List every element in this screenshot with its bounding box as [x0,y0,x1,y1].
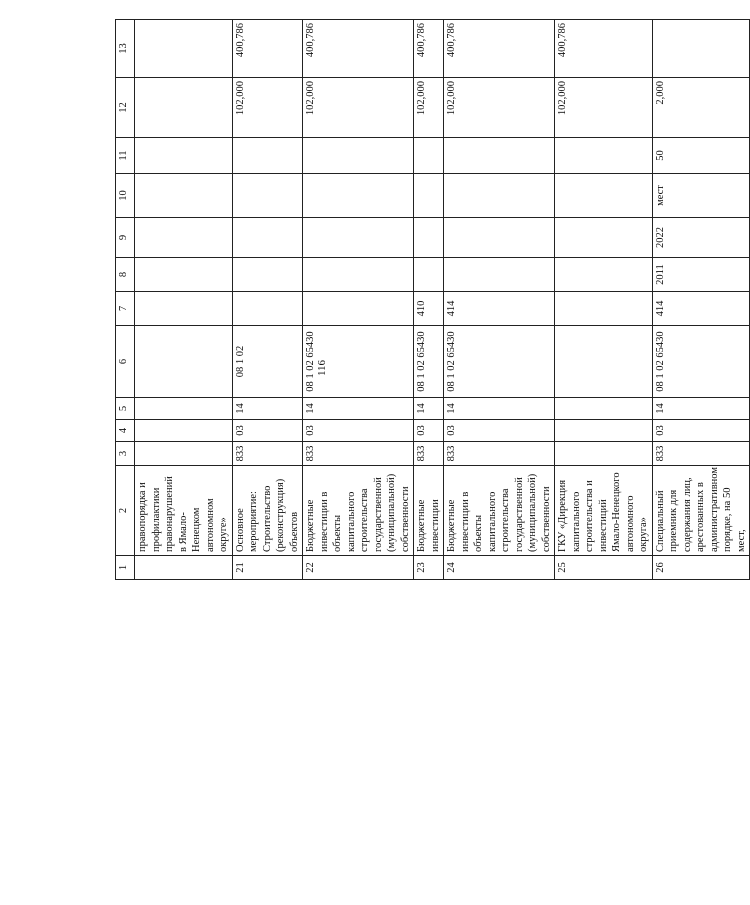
cell-col-13: 400,786 [303,20,414,78]
cell-col-13 [652,20,750,78]
cell-col-10 [303,174,414,218]
row-number: 23 [414,556,444,580]
cell-col-12: 2,000 [652,78,750,138]
cell-col-11 [135,138,233,174]
cell-col-9 [232,218,303,258]
cell-ministry-code [555,442,653,466]
header-cell: 5 [116,398,135,420]
cell-section [135,420,233,442]
header-cell: 7 [116,292,135,326]
header-cell: 13 [116,20,135,78]
cell-col-10 [555,174,653,218]
header-cell: 10 [116,174,135,218]
cell-subsection: 14 [444,398,555,420]
row-name: правопорядка и профилактики правонарушений в Ямало-Ненецком автономном округе» [135,466,233,556]
cell-section: 03 [303,420,414,442]
cell-subsection: 14 [414,398,444,420]
row-number: 24 [444,556,555,580]
cell-col-8: 2011 [652,258,750,292]
header-cell: 11 [116,138,135,174]
cell-col-13: 400,786 [444,20,555,78]
cell-col-11 [555,138,653,174]
cell-col-8 [135,258,233,292]
table-header-row [116,20,135,580]
row-number [135,556,233,580]
header-cell: 3 [116,442,135,466]
cell-expense-type: 414 [652,292,750,326]
row-number: 21 [232,556,303,580]
cell-target-article: 08 1 02 [232,326,303,398]
table-row [444,20,555,580]
cell-col-9: 2022 [652,218,750,258]
table-row [135,20,233,580]
cell-col-9 [135,218,233,258]
cell-ministry-code: 833 [444,442,555,466]
header-cell: 12 [116,78,135,138]
table-row [414,20,444,580]
cell-col-10 [232,174,303,218]
cell-col-9 [414,218,444,258]
header-cell: 8 [116,258,135,292]
budget-table [115,19,750,580]
cell-section: 03 [444,420,555,442]
cell-section: 03 [414,420,444,442]
table-row [652,20,750,580]
cell-col-11: 50 [652,138,750,174]
row-name: Бюджетные инвестиции в объекты капитального строительства государственной (муниципальной) собственности [444,466,555,556]
cell-col-8 [232,258,303,292]
cell-col-12: 102,000 [444,78,555,138]
cell-col-12: 102,000 [303,78,414,138]
cell-subsection [135,398,233,420]
row-name: Бюджетные инвестиции [414,466,444,556]
row-name: Основное мероприятие: Строительство (реконструкция) объектов [232,466,303,556]
cell-expense-type [303,292,414,326]
cell-col-13: 400,786 [232,20,303,78]
cell-subsection: 14 [652,398,750,420]
cell-ministry-code [135,442,233,466]
cell-col-13: 400,786 [414,20,444,78]
cell-expense-type: 414 [444,292,555,326]
cell-col-10: мест [652,174,750,218]
rotated-table-wrapper [115,20,747,580]
cell-col-13 [135,20,233,78]
cell-col-8 [444,258,555,292]
cell-expense-type [232,292,303,326]
cell-section [555,420,653,442]
cell-section: 03 [232,420,303,442]
header-cell: 1 [116,556,135,580]
cell-target-article [135,326,233,398]
cell-col-12: 102,000 [555,78,653,138]
row-name: ГКУ «Дирекция капитального строительства и инвестиций Ямало-Ненецкого автономного округа» [555,466,653,556]
cell-ministry-code: 833 [652,442,750,466]
cell-expense-type: 410 [414,292,444,326]
row-name: Специальный приемник для содержания лиц, арестованных в административном порядке, на 50 мест, [652,466,750,556]
cell-expense-type [135,292,233,326]
cell-section: 03 [652,420,750,442]
cell-col-8 [414,258,444,292]
cell-col-11 [232,138,303,174]
header-cell: 6 [116,326,135,398]
cell-ministry-code: 833 [232,442,303,466]
cell-col-12: 102,000 [232,78,303,138]
row-number: 26 [652,556,750,580]
row-name: Бюджетные инвестиции в объекты капитального строительства государственной (муниципальной) собственности [303,466,414,556]
cell-subsection [555,398,653,420]
cell-ministry-code: 833 [303,442,414,466]
cell-col-13: 400,786 [555,20,653,78]
cell-target-article [555,326,653,398]
header-cell: 9 [116,218,135,258]
cell-col-11 [444,138,555,174]
cell-col-9 [303,218,414,258]
header-cell: 2 [116,466,135,556]
cell-col-12: 102,000 [414,78,444,138]
row-number: 22 [303,556,414,580]
cell-target-article: 08 1 02 65430 [303,326,414,398]
cell-expense-type [555,292,653,326]
cell-col-9 [555,218,653,258]
header-cell: 4 [116,420,135,442]
cell-col-9 [444,218,555,258]
cell-subsection: 14 [303,398,414,420]
page-number: 116 [316,359,328,377]
cell-col-11 [414,138,444,174]
cell-col-11 [303,138,414,174]
cell-col-12 [135,78,233,138]
cell-ministry-code: 833 [414,442,444,466]
table-row [303,20,414,580]
table-row [232,20,303,580]
cell-col-10 [135,174,233,218]
cell-col-10 [444,174,555,218]
cell-subsection: 14 [232,398,303,420]
cell-col-10 [414,174,444,218]
cell-target-article: 08 1 02 65430 [652,326,750,398]
cell-target-article: 08 1 02 65430 [414,326,444,398]
cell-col-8 [555,258,653,292]
cell-col-8 [303,258,414,292]
cell-target-article: 08 1 02 65430 [444,326,555,398]
row-number: 25 [555,556,653,580]
table-row [555,20,653,580]
